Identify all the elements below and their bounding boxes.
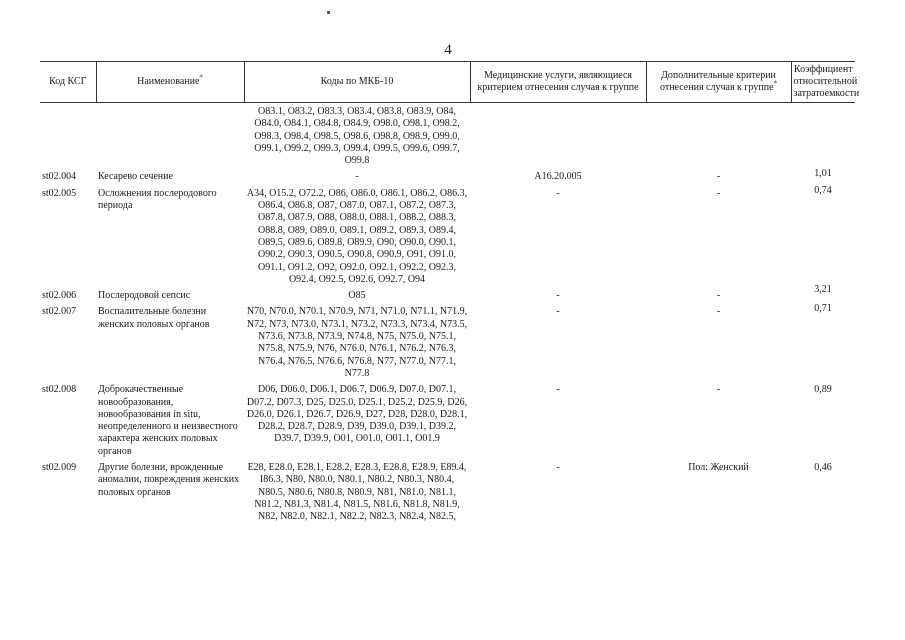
cell-code — [40, 103, 96, 168]
cell-extra: - — [716, 384, 721, 396]
header-extra-footnote: * — [773, 79, 778, 88]
cell-extra: - — [716, 187, 721, 199]
cell-services: A16.20.005 — [534, 171, 582, 183]
cell-name: Воспалительные болезни женских половых органов — [98, 306, 210, 330]
cell-code: st02.005 — [42, 187, 77, 199]
cell-services: - — [556, 187, 560, 199]
cell-coef: 0,71 — [814, 303, 832, 315]
cell-name: Послеродовой сепсис — [98, 290, 191, 302]
cell-services: - — [556, 290, 560, 302]
cell-code: st02.009 — [42, 462, 77, 474]
page-number: 4 — [444, 42, 452, 58]
cell-coef: 3,21 — [814, 284, 832, 296]
header-extra: Дополнительные критерии отнесения случая к группе* — [646, 62, 791, 103]
cell-code: st02.004 — [42, 171, 77, 183]
header-services: Медицинские услуги, являющиеся критерием отнесения случая к группе — [470, 62, 646, 103]
header-code: Код КСГ — [40, 62, 96, 103]
cell-extra: Пол: Женский — [688, 462, 749, 474]
ksg-table — [40, 61, 860, 524]
table-row — [40, 167, 855, 183]
table-row — [40, 184, 855, 286]
cell-extra: - — [716, 290, 721, 302]
cell-name: Доброкачественные новообразования, новообразования in situ, неопределенного и неизвестного характера женских половых органов — [98, 384, 238, 457]
cell-extra: - — [716, 306, 721, 318]
header-name: Наименование* — [96, 62, 244, 103]
scan-speck — [327, 11, 330, 14]
header-name-footnote: * — [199, 73, 203, 82]
cell-name: Осложнения послеродового периода — [98, 187, 217, 212]
header-mkb: Коды по МКБ-10 — [244, 62, 470, 103]
cell-mkb: - — [355, 171, 359, 183]
cell-mkb: N70, N70.0, N70.1, N70.9, N71, N71.0, N71.1, N71.9, N72, N73, N73.0, N73.1, N73.2, N73.3, N73.4, N73.5, N73.6, N73.8, N73.9, N74.8, N75, N75.0, N75.1, N75.8, N75.9, N76, N76.0, N76.1, N76.2, N76.3, N76.4, N76.5, N76.6, N76.8, N77, N77.0, N77.1, N77.8 — [246, 306, 468, 379]
cell-coef: 0,89 — [814, 384, 832, 396]
cell-coef: 0,46 — [814, 462, 832, 474]
cell-coef: 0,74 — [814, 184, 832, 196]
cell-mkb: A34, O15.2, O72.2, O86, O86.0, O86.1, O86.2, O86.3, O86.4, O86.8, O87, O87.0, O87.1, O87.2, O87.3, O87.8, O87.9, O88, O88.0, O88.1, O88.2, O88.3, O88.8, O89, O89.0, O89.1, O89.2, O89.3, O89.4, O89.5, O89.6, O89.8, O89.9, O90, O90.0, O90.1, O90.2, O90.3, O90.5, O90.8, O90.9, O91, O91.0, O91.1, O91.2, O92, O92.0, O92.1, O92.2, O92.3, O92.4, O92.5, O92.6, O92.7, O94 — [246, 187, 468, 285]
cell-coef: 1,01 — [814, 168, 832, 180]
table-header-row — [40, 62, 855, 103]
table-row — [40, 103, 855, 168]
cell-mkb: O83.1, O83.2, O83.3, O83.4, O83.8, O83.9, O84, O84.0, O84.1, O84.8, O84.9, O98.0, O98.1, O98.2, O98.3, O98.4, O98.5, O98.6, O98.8, O98.9, O99.0, O99.1, O99.2, O99.3, O99.4, O99.5, O99.6, O99.7, O99.8 — [254, 106, 460, 167]
cell-code: st02.008 — [42, 384, 77, 396]
cell-code: st02.007 — [42, 306, 77, 318]
cell-name — [96, 103, 244, 168]
cell-extra — [646, 103, 791, 168]
table-row — [40, 286, 855, 302]
cell-services: - — [556, 306, 560, 318]
cell-code: st02.006 — [42, 290, 77, 302]
table-row — [40, 458, 855, 523]
cell-mkb: O85 — [348, 290, 366, 302]
cell-mkb: E28, E28.0, E28.1, E28.2, E28.3, E28.8, E28.9, E89.4, I86.3, N80, N80.0, N80.1, N80.2, N80.3, N80.4, N80.5, N80.6, N80.8, N80.9, N81, N81.0, N81.1, N81.2, N81.3, N81.4, N81.5, N81.6, N81.8, N81.9, N82, N82.0, N82.1, N82.2, N82.3, N82.4, N82.5, — [247, 462, 467, 523]
cell-name: Другие болезни, врожденные аномалии, повреждения женских половых органов — [98, 462, 240, 498]
table-row — [40, 380, 855, 458]
cell-services: - — [556, 462, 560, 474]
cell-services — [470, 103, 646, 168]
cell-name: Кесарево сечение — [98, 171, 173, 183]
table-row — [40, 302, 855, 380]
cell-extra: - — [716, 171, 721, 183]
cell-mkb: D06, D06.0, D06.1, D06.7, D06.9, D07.0, D07.1, D07.2, D07.3, D25, D25.0, D25.1, D25.2, D25.9, D26, D26.0, D26.1, D26.7, D26.9, D27, D28, D28.0, D28.1, D28.2, D28.7, D28.9, D39, D39.0, D39.1, D39.2, D39.7, D39.9, O01, O01.0, O01.1, O01.9 — [246, 384, 468, 445]
cell-services: - — [556, 384, 560, 396]
header-coef: Коэффициент относительной затратоемкости — [791, 62, 855, 103]
cell-coef — [791, 103, 855, 168]
